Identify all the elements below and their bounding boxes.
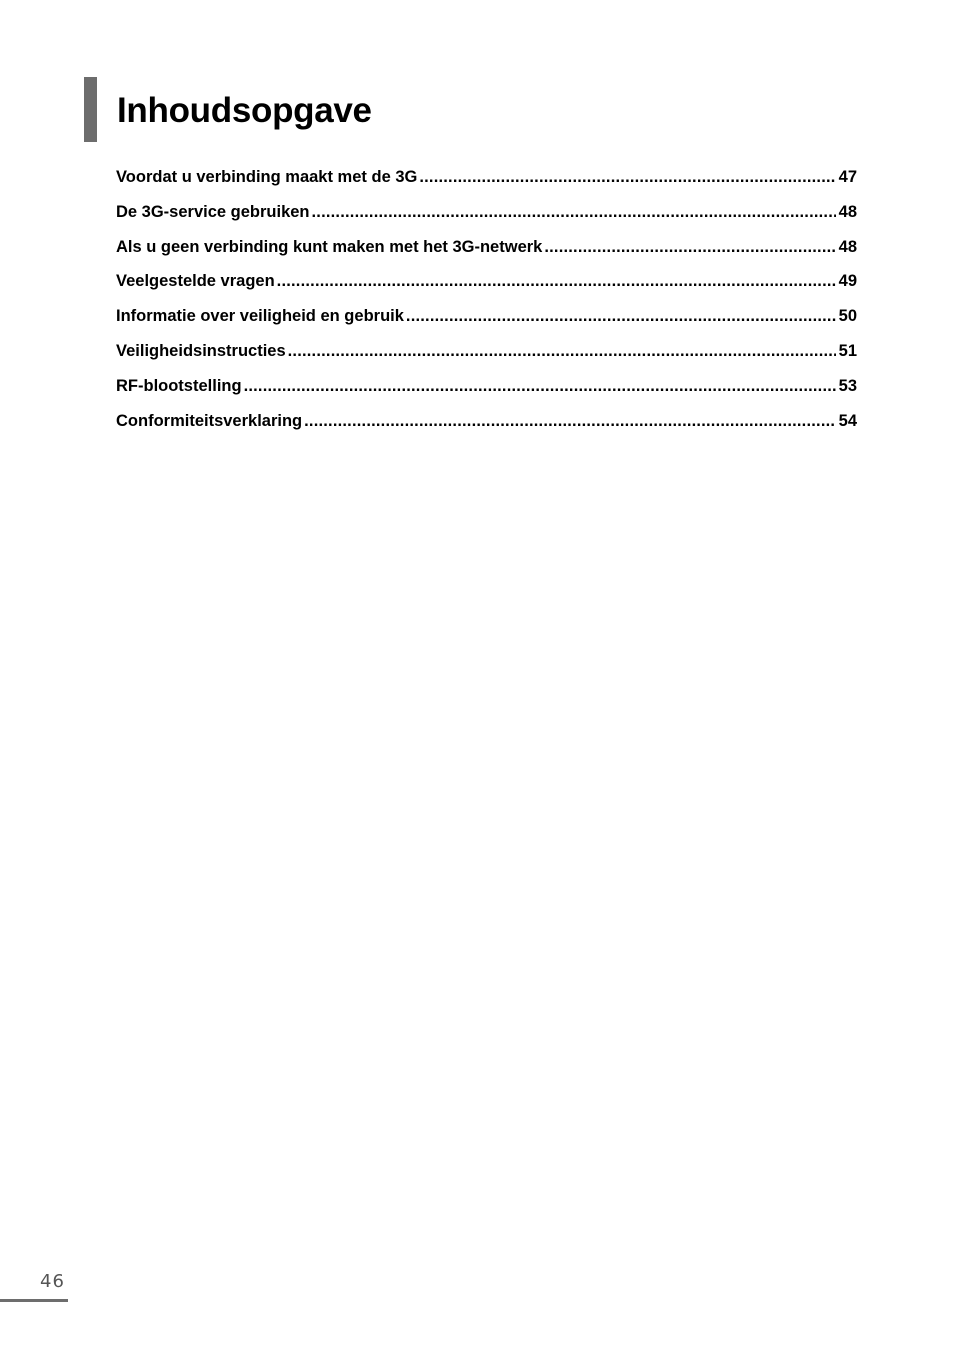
toc-dot-leader [304, 408, 836, 434]
title-accent-bar [84, 77, 97, 142]
toc-entry[interactable] [116, 303, 857, 338]
toc-entry-page: 47 [838, 168, 857, 186]
toc-entry-page: 49 [838, 272, 857, 291]
toc-entry-page: 48 [838, 237, 857, 256]
toc-entry-label: Informatie over veiligheid en gebruik [116, 307, 404, 326]
toc-entry[interactable] [116, 199, 857, 234]
toc-dot-leader [406, 303, 836, 329]
toc-entry-page: 48 [838, 202, 857, 221]
toc-entry-page: 50 [838, 307, 857, 326]
toc-entry-label: Als u geen verbinding kunt maken met het 3G-netwerk [116, 237, 543, 256]
toc-entry[interactable] [116, 234, 857, 269]
toc-entry-page: 54 [838, 411, 857, 430]
toc-dot-leader [288, 338, 836, 364]
toc-entry[interactable] [116, 164, 857, 199]
toc-entry[interactable] [116, 373, 857, 408]
table-of-contents [116, 164, 857, 442]
toc-dot-leader [419, 164, 835, 190]
toc-dot-leader [312, 199, 836, 225]
toc-entry-label: De 3G-service gebruiken [116, 202, 310, 221]
toc-entry-page: 53 [838, 376, 857, 395]
toc-entry-page: 51 [838, 341, 857, 360]
toc-dot-leader [544, 234, 835, 260]
toc-entry[interactable] [116, 338, 857, 373]
toc-dot-leader [277, 268, 836, 294]
toc-entry-label: Veiligheidsinstructies [116, 341, 286, 360]
toc-entry[interactable] [116, 408, 857, 443]
toc-entry[interactable] [116, 268, 857, 303]
toc-entry-label: Veelgestelde vragen [116, 272, 275, 291]
page-title: Inhoudsopgave [117, 91, 372, 130]
toc-entry-label: Conformiteitsverklaring [116, 411, 303, 430]
toc-entry-label: Voordat u verbinding maakt met de 3G [116, 168, 418, 186]
page-number: 46 [40, 1271, 65, 1292]
toc-dot-leader [244, 373, 836, 399]
footer-rule [0, 1299, 68, 1302]
toc-entry-label: RF-blootstelling [116, 376, 242, 395]
